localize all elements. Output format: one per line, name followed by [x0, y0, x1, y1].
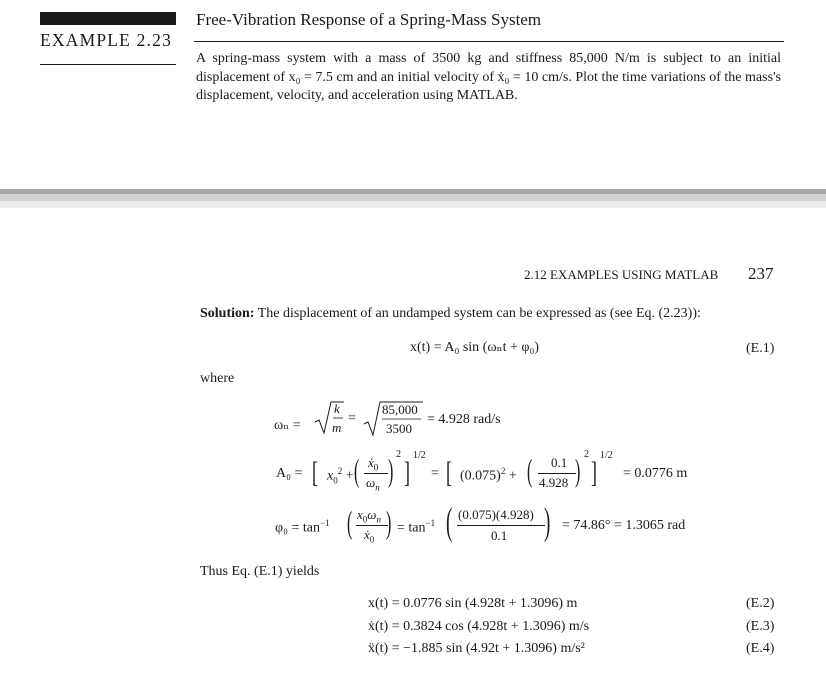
fraction-bar-1 [364, 473, 388, 474]
phase-result: = 74.86° = 1.3065 rad [562, 518, 686, 533]
bracket-open-2: [ [446, 456, 452, 489]
fraction-bar-4 [457, 525, 545, 526]
x0-value: (0.075) [460, 468, 501, 484]
xdot0-symbol: ẋ$_0$ [368, 455, 379, 473]
paren-open-2: ( [527, 452, 533, 488]
paren-close-3: ) [386, 504, 392, 540]
page-number: 237 [748, 264, 774, 283]
page-break-band [0, 189, 826, 208]
thus-text: Thus Eq. (E.1) yields [200, 564, 320, 579]
exponent-half-2: 1/2 [600, 450, 613, 461]
equation-e3: ẋ(t) = 0.3824 cos (4.928t + 1.3096) m/s [368, 619, 590, 634]
phase-lhs: $\varphi_0 = \tan^{-1}$ [275, 518, 330, 536]
equation-number-e2: (E.2) [746, 596, 775, 611]
fraction-bar-2 [538, 473, 576, 474]
omega-result: = 4.928 rad/s [427, 412, 501, 427]
omega-denominator: 3500 [386, 421, 412, 436]
phase-numerator: (0.075)(4.928) [458, 507, 534, 522]
bracket-open-1: [ [312, 456, 318, 489]
m-symbol: m [332, 420, 342, 435]
paren-close-4: ) [544, 501, 551, 543]
omega-lhs: ωₙ = [274, 418, 301, 433]
example-label: EXAMPLE 2.23 [40, 30, 173, 50]
paren-open-1: ( [354, 452, 360, 488]
x0-omega-symbol: $x_0\omega_n$ [357, 507, 381, 525]
v0-value: 0.1 [551, 455, 568, 470]
bracket-close-1: ] [404, 456, 410, 489]
example-bar [40, 12, 176, 25]
equals-1: = [348, 411, 356, 426]
amplitude-x0: $(0.075)^2$ + [460, 466, 517, 484]
paren-close-1: ) [388, 452, 394, 488]
equation-number-e4: (E.4) [746, 641, 775, 656]
phase-lhs-text: φ₀ = tan [275, 520, 320, 536]
equation-number-e1: (E.1) [746, 341, 775, 356]
example-rule [40, 64, 176, 65]
problem-statement: A spring-mass system with a mass of 3500 kg and stiffness 85,000 N/m is subject to an initial displacement of x₀ = 7.5 cm and an initial velocity of ẋ₀ = 10 cm/s. Plot the time variations of the mass's displacement, velocity, and acceleration using MATLAB. [196, 51, 781, 103]
xdot0-symbol-2: ẋ$_0$ [364, 527, 375, 545]
fraction-bar-3 [356, 525, 388, 526]
example-title: Free-Vibration Response of a Spring-Mass System [196, 10, 542, 29]
k-symbol: k [334, 401, 340, 416]
equation-e4: ẍ(t) = −1.885 sin (4.92t + 1.3096) m/s² [368, 641, 585, 656]
exponent-half-1: 1/2 [413, 450, 426, 461]
paren-close-2: ) [575, 452, 581, 488]
exponent-2b: 2 [584, 449, 589, 460]
bracket-close-2: ] [591, 456, 597, 489]
exponent-2: 2 [396, 449, 401, 460]
omega-numerator: 85,000 [382, 402, 418, 417]
wn-value: 4.928 [539, 475, 569, 490]
x0-squared: $x_0^2$ + [327, 466, 354, 486]
paren-open-4: ( [446, 501, 453, 543]
running-head: 2.12 EXAMPLES USING MATLAB [524, 267, 719, 282]
equals-2: = [431, 466, 439, 481]
equation-number-e3: (E.3) [746, 619, 775, 634]
paren-open-3: ( [347, 504, 353, 540]
equation-e2: x(t) = 0.0776 sin (4.928t + 1.3096) m [368, 596, 578, 611]
solution-intro [200, 306, 701, 322]
solution-text: The displacement of an undamped system can be expressed as (see Eq. (2.23)): [257, 306, 701, 321]
amplitude-result: = 0.0776 m [623, 466, 688, 481]
where-text: where [200, 371, 235, 386]
equation-e1: x(t) = A₀ sin (ωₙt + φ₀) [410, 340, 540, 355]
phase-denominator: 0.1 [491, 528, 508, 543]
title-rule [194, 41, 784, 42]
omega-n-symbol: $\omega_n$ [366, 475, 380, 493]
amplitude-lhs: A₀ = [276, 466, 303, 481]
equals-tan: = $\tan^{-1}$ [397, 518, 436, 536]
solution-label: Solution: [200, 306, 255, 321]
